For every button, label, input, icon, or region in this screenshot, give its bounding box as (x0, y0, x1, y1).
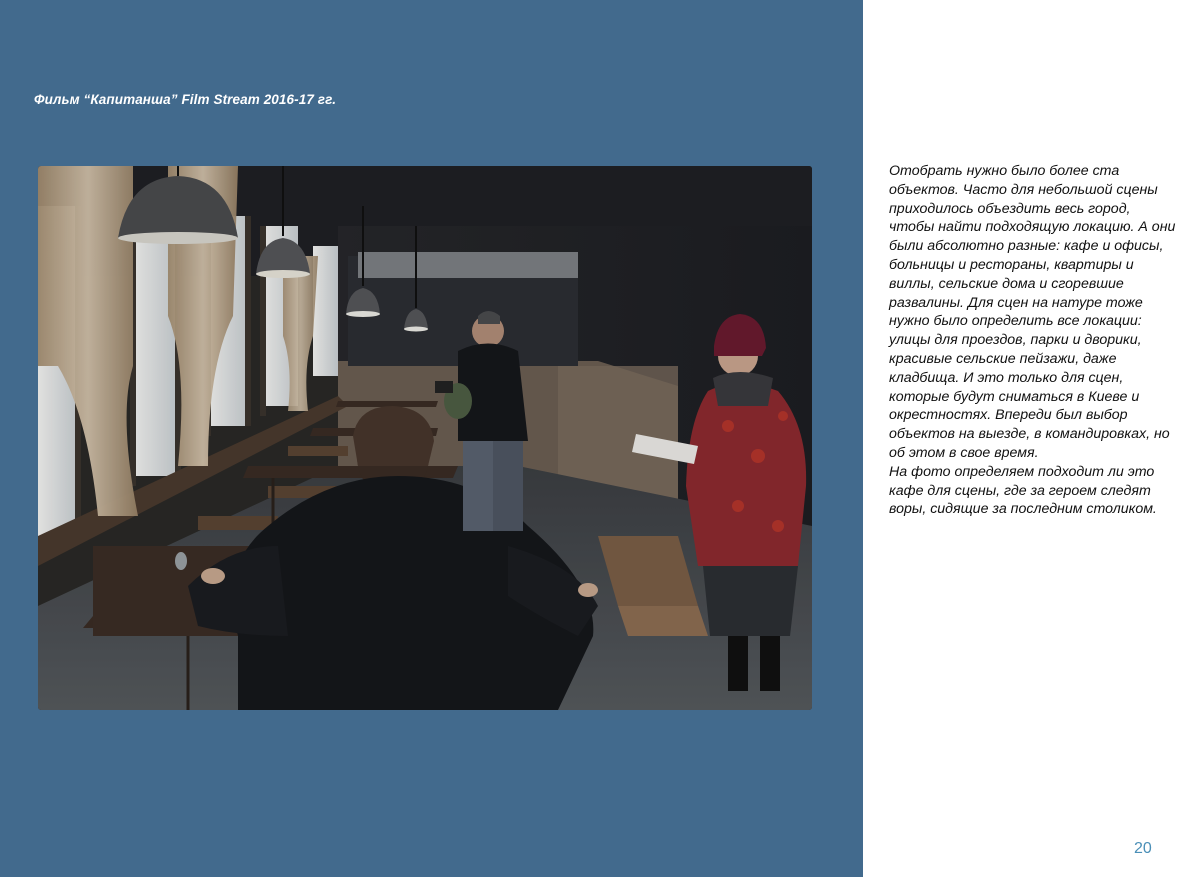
cafe-photo (38, 166, 812, 710)
slide-caption: Фильм “Капитанша” Film Stream 2016-17 гг. (34, 92, 337, 107)
cafe-photo-illustration (38, 166, 812, 710)
body-paragraph-1: Отобрать нужно было более ста объектов. Часто для небольшой сцены приходилось объездить весь город, чтобы найти подходящую локацию. А они были абсолютно разные: кафе и офисы, больницы и рестораны, квартиры и виллы, сельские дома и сгоревшие развалины. Для сцен на натуре тоже нужно было определить все локации: улицы для проездов, парки и дворики, красивые сельские пейзажи, даже кладбища. И это только для сцен, которые будут сниматься в Киеве и окрестностях. Впереди был выбор объектов на выезде, в командировках, но об этом в свое время. (889, 163, 1176, 461)
page-number: 20 (1134, 840, 1152, 857)
body-text (889, 162, 1179, 519)
body-paragraph-2: На фото определяем подходит ли это кафе для сцены, где за героем следят воры, сидящие за последним столиком. (889, 463, 1157, 518)
